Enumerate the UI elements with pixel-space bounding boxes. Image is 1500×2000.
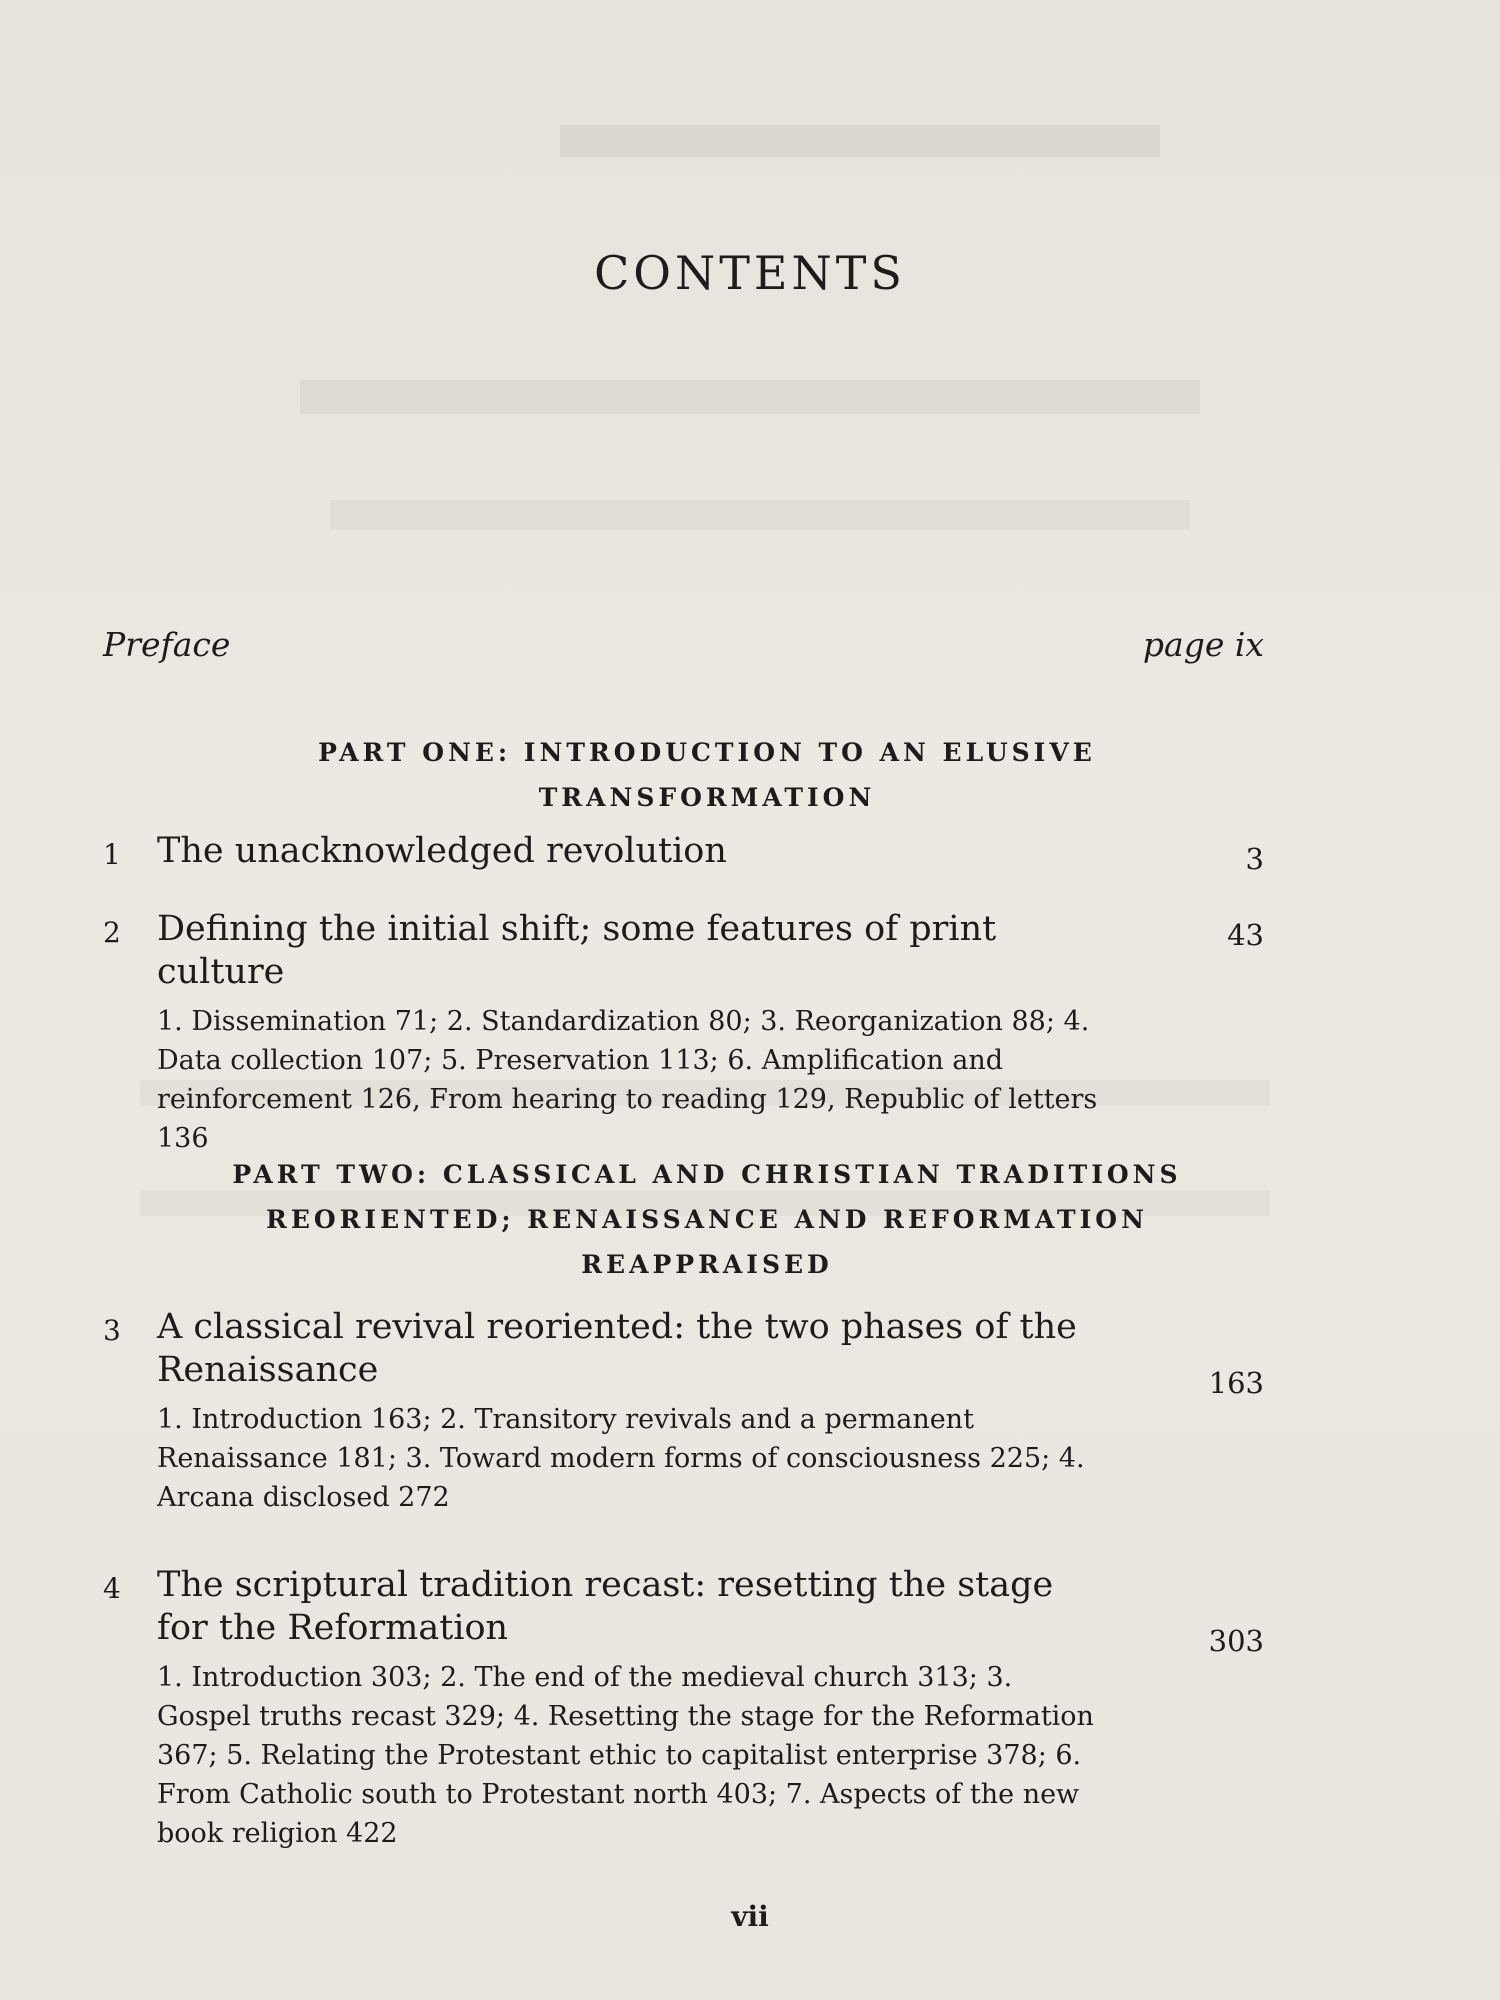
chapter-title: A classical revival reoriented: the two phases of the Renaissance [157,1307,1077,1390]
chapter-page: 3 [1245,842,1264,876]
chapter-entry[interactable] [103,830,1264,876]
part-one-heading: PART ONE: INTRODUCTION TO AN ELUSIVE TRANSFORMATION [318,738,1096,812]
chapter-number: 1 [103,838,121,871]
chapter-number: 4 [103,1572,121,1605]
chapter-sections: 1. Introduction 163; 2. Transitory revivals and a permanent Renaissance 181; 3. Toward modern forms of consciousness 225; 4. Arcana disclosed 272 [157,1404,1085,1513]
preface-page: page ix [1142,625,1264,664]
preface-entry[interactable] [103,625,1264,664]
chapter-number: 3 [103,1314,121,1347]
chapter-sections: 1. Dissemination 71; 2. Standardization 80; 3. Reorganization 88; 4. Data collection 107; 5. Preservation 113; 6. Amplification and reinforcement 126, From hearing to reading 129, Republic of letters 136 [157,1006,1098,1154]
chapter-page: 303 [1208,1624,1264,1658]
chapter-page: 163 [1208,1366,1264,1400]
chapter-title: Defining the initial shift; some features of print culture [157,909,997,992]
chapter-entry[interactable] [103,1564,1264,1853]
chapter-number: 2 [103,916,121,949]
chapter-sections: 1. Introduction 303; 2. The end of the medieval church 313; 3. Gospel truths recast 329; 4. Resetting the stage for the Reformation 367; 5. Relating the Protestant ethic to capitalist enterprise 378; 6. From Catholic south to Protestant north 403; 7. Aspects of the new book religion 422 [157,1662,1094,1849]
part-two-heading: PART TWO: CLASSICAL AND CHRISTIAN TRADITIONS REORIENTED; RENAISSANCE AND REFORMATION REAPPRAISED [232,1160,1182,1279]
preface-label: Preface [103,625,231,664]
contents-heading: CONTENTS [594,245,906,300]
chapter-title: The unacknowledged revolution [157,831,727,871]
chapter-title: The scriptural tradition recast: resetting the stage for the Reformation [157,1565,1054,1648]
show-through-bar [560,125,1160,157]
page-folio: vii [731,1900,769,1933]
chapter-page: 43 [1227,918,1264,952]
show-through-bar [300,380,1200,414]
chapter-entry[interactable] [103,1306,1264,1517]
chapter-entry[interactable] [103,908,1264,1158]
show-through-bar [330,500,1190,530]
